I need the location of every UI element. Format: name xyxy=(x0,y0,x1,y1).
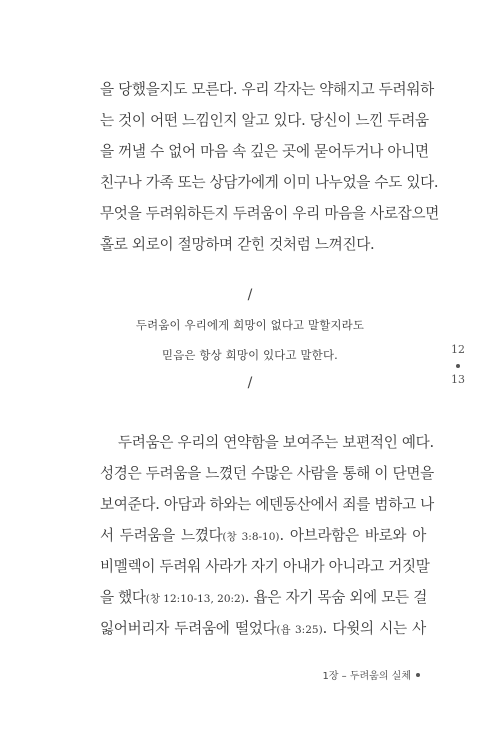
page-number-right: 13 xyxy=(451,373,465,386)
quote-divider-bottom: / xyxy=(247,375,253,391)
body-text-line: 무엇을 두려워하든지 두려움이 우리 마음을 사로잡으면 xyxy=(100,205,440,222)
quote-line: 믿음은 항상 희망이 있다고 말한다. xyxy=(162,348,338,362)
body-text-line: 홀로 외로이 절망하며 갇힌 것처럼 느껴진다. xyxy=(100,236,375,253)
bullet-icon xyxy=(456,364,460,368)
scripture-reference: (창 12:10-13, 20:2) xyxy=(145,593,245,605)
running-head-text: 1장 – 두려움의 실체 xyxy=(322,671,411,682)
scripture-reference: (욥 3:25) xyxy=(276,624,323,636)
body-text-line xyxy=(100,588,426,608)
text-run: . 아브라함은 바로와 아 xyxy=(279,527,427,544)
running-footer xyxy=(322,667,420,682)
body-text-line: 비멜렉이 두려워 사라가 자기 아내가 아니라고 거짓말 xyxy=(100,558,430,575)
text-run: . 욥은 자기 목숨 외에 모든 걸 xyxy=(244,589,427,606)
text-run: 잃어버리자 두려움에 떨었다 xyxy=(100,620,277,637)
body-text-line xyxy=(100,619,426,639)
bullet-icon xyxy=(416,673,420,677)
quote-line: 두려움이 우리에게 희망이 없다고 말할지라도 xyxy=(135,318,365,332)
quote-divider-top: / xyxy=(247,287,253,303)
text-run: . 다윗의 시는 사 xyxy=(322,620,426,637)
body-text-line: 친구나 가족 또는 상담가에게 이미 나누었을 수도 있다. xyxy=(100,174,439,191)
body-text-line: 는 것이 어떤 느낌인지 알고 있다. 당신이 느낀 두려움 xyxy=(100,112,429,129)
scripture-reference: (창 3:8-10) xyxy=(222,531,280,543)
body-text-line xyxy=(100,526,426,546)
text-run: 을 했다 xyxy=(100,589,146,606)
body-text-line: 성경은 두려움을 느꼈던 수많은 사람을 통해 이 단면을 xyxy=(100,465,434,482)
text-run: 서 두려움을 느꼈다 xyxy=(100,527,223,544)
body-text-line: 을 당했을지도 모른다. 우리 각자는 약해지고 두려워하 xyxy=(100,81,434,98)
body-text-line: 을 꺼낼 수 없어 마음 속 깊은 곳에 묻어두거나 아니면 xyxy=(100,143,429,160)
page-number-left: 12 xyxy=(451,343,465,356)
body-text-line: 보여준다. 아담과 하와는 에덴동산에서 죄를 범하고 나 xyxy=(100,496,434,513)
body-text-line: 두려움은 우리의 연약함을 보여주는 보편적인 예다. xyxy=(118,434,434,451)
